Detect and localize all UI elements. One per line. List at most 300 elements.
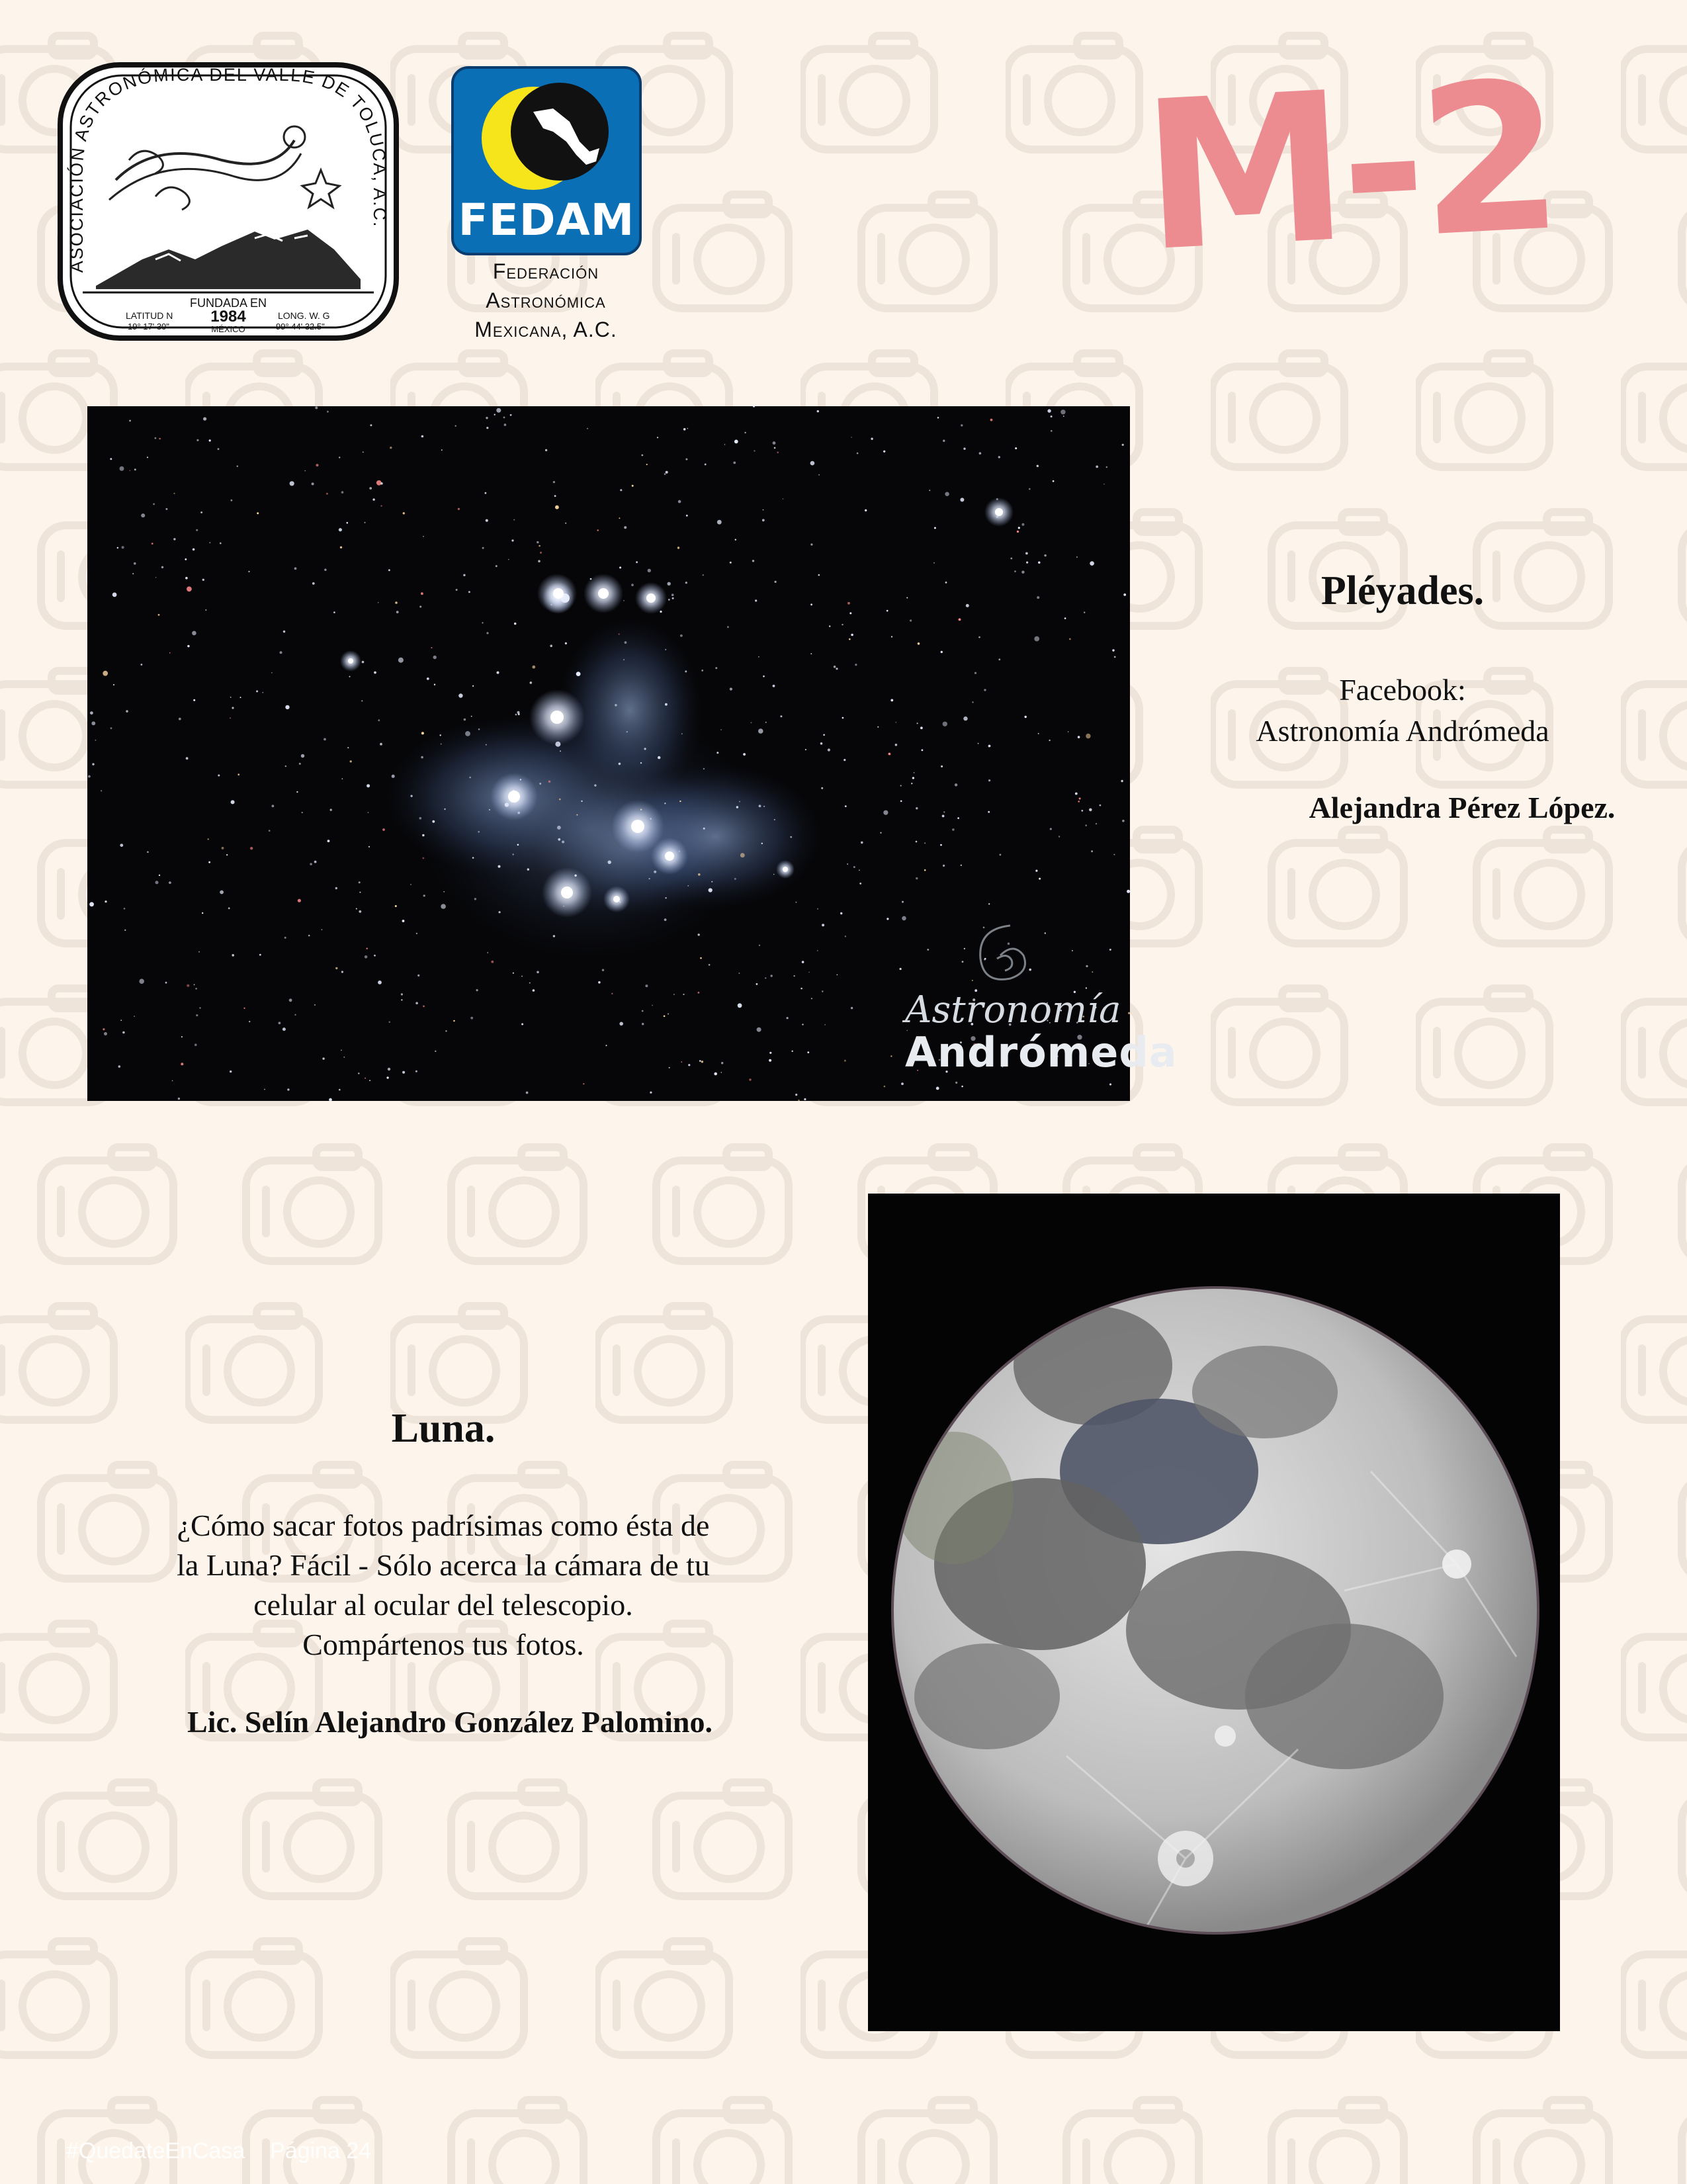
luna-body-line: ¿Cómo sacar fotos padrísimas como ésta de — [177, 1508, 710, 1542]
background-star — [805, 749, 806, 750]
background-star — [1029, 969, 1031, 971]
background-star — [202, 912, 203, 914]
background-star — [378, 981, 382, 984]
background-star — [362, 661, 365, 664]
background-star — [774, 447, 776, 449]
background-star — [1109, 949, 1111, 951]
background-star — [829, 625, 830, 627]
background-star — [955, 783, 957, 786]
background-star — [431, 647, 432, 648]
background-star — [795, 1094, 797, 1096]
background-star — [124, 930, 126, 931]
background-star — [775, 581, 777, 583]
background-star — [700, 957, 702, 959]
background-star — [250, 847, 253, 850]
background-star — [498, 865, 501, 868]
background-star — [1122, 820, 1125, 822]
background-star — [382, 828, 385, 831]
background-star — [159, 438, 161, 440]
background-star — [715, 667, 717, 669]
background-star — [110, 458, 112, 460]
background-star — [122, 1031, 125, 1034]
background-star — [751, 722, 752, 723]
background-star — [735, 539, 736, 541]
background-star — [783, 498, 784, 500]
background-star — [396, 611, 399, 613]
background-star — [91, 721, 95, 725]
background-star — [153, 503, 155, 505]
background-star — [565, 642, 567, 644]
background-star — [341, 491, 344, 494]
background-star — [388, 1068, 390, 1070]
seal-long-label: LONG. W. G — [278, 310, 330, 321]
background-star — [141, 513, 145, 517]
background-star — [824, 1024, 826, 1026]
background-star — [416, 933, 417, 934]
watermark-line1: Astronomía — [905, 988, 1121, 1031]
background-star — [243, 1008, 245, 1009]
background-star — [851, 437, 852, 438]
background-star — [619, 566, 621, 568]
background-star — [89, 902, 94, 906]
seal-arc-text: ASOCIACIÓN ASTRONÓMICA DEL VALLE DE TOLUCA, A.C. — [66, 64, 390, 273]
background-star — [314, 1004, 316, 1006]
background-star — [688, 1064, 690, 1066]
background-star — [155, 437, 157, 439]
background-star — [649, 878, 650, 879]
background-star — [1010, 558, 1012, 560]
background-star — [159, 875, 160, 876]
background-star — [515, 714, 517, 716]
background-star — [218, 775, 220, 777]
pleyades-title: Pléyades. — [1320, 568, 1485, 613]
background-star — [988, 779, 990, 781]
background-star — [395, 905, 397, 907]
background-star — [883, 810, 888, 815]
background-star — [186, 757, 189, 760]
background-star — [773, 874, 775, 875]
background-star — [665, 649, 666, 650]
background-star — [341, 971, 343, 973]
background-star — [817, 950, 818, 951]
background-star — [716, 752, 718, 754]
background-star — [1072, 950, 1073, 951]
luna-body-line: Compártenos tus fotos. — [302, 1628, 584, 1661]
background-star — [553, 481, 555, 483]
fedam-wordmark: FEDAM — [458, 195, 635, 245]
background-star — [941, 651, 943, 653]
background-star — [817, 908, 818, 910]
background-star — [703, 574, 704, 576]
background-star — [1078, 736, 1080, 738]
background-star — [496, 565, 497, 567]
background-star — [248, 571, 249, 572]
background-star — [597, 529, 599, 531]
seal-lat-label: LATITUD N — [126, 310, 173, 321]
fedam-badge — [451, 66, 642, 255]
background-star — [1063, 415, 1064, 417]
background-star — [1090, 561, 1094, 566]
background-star — [859, 869, 860, 871]
background-star — [583, 1083, 584, 1084]
background-star — [757, 1027, 761, 1032]
background-star — [1112, 649, 1114, 651]
background-star — [402, 920, 405, 922]
background-star — [434, 684, 435, 685]
background-star — [984, 958, 986, 960]
background-star — [845, 936, 846, 937]
background-star — [435, 1051, 436, 1052]
background-star — [113, 684, 114, 685]
background-star — [891, 636, 892, 637]
background-star — [499, 911, 501, 913]
background-star — [367, 784, 370, 787]
background-star — [988, 811, 990, 813]
background-star — [654, 871, 656, 873]
background-star — [494, 414, 496, 415]
background-star — [937, 417, 939, 419]
background-star — [545, 449, 547, 451]
background-star — [526, 1092, 529, 1094]
background-star — [836, 668, 838, 670]
background-star — [440, 734, 441, 736]
background-star — [625, 641, 627, 644]
background-star — [769, 1052, 771, 1054]
background-star — [532, 666, 535, 669]
background-star — [347, 522, 349, 524]
background-star — [900, 968, 902, 970]
background-star — [312, 582, 315, 585]
background-star — [576, 672, 581, 676]
background-star — [823, 734, 825, 736]
background-star — [199, 1007, 200, 1008]
background-star — [423, 895, 425, 896]
background-star — [262, 692, 263, 693]
background-star — [226, 854, 228, 855]
background-star — [1128, 1012, 1130, 1014]
background-star — [890, 1055, 892, 1057]
background-star — [172, 1080, 173, 1082]
facebook-page-name: Astronomía Andrómeda — [1256, 714, 1549, 748]
background-star — [339, 528, 342, 531]
background-star — [222, 847, 224, 850]
background-star — [284, 937, 286, 939]
background-star — [624, 526, 627, 529]
pleiades-photo — [87, 406, 1178, 1101]
background-star — [308, 935, 310, 937]
background-star — [916, 841, 918, 843]
background-star — [1029, 488, 1031, 490]
background-star — [259, 954, 261, 956]
background-star — [721, 1062, 723, 1064]
background-star — [845, 805, 847, 807]
background-star — [1085, 824, 1087, 826]
background-star — [155, 577, 157, 578]
background-star — [470, 1017, 473, 1020]
background-star — [421, 592, 423, 595]
background-star — [1015, 447, 1017, 449]
background-star — [608, 861, 611, 864]
background-star — [910, 619, 912, 621]
background-star — [555, 505, 559, 509]
background-star — [998, 658, 1000, 660]
background-star — [358, 1072, 359, 1074]
background-star — [1000, 854, 1002, 856]
seal-lat-value: 19° 17' 30" — [128, 322, 169, 331]
background-star — [802, 1024, 803, 1025]
background-star — [539, 783, 541, 785]
background-star — [1053, 480, 1055, 482]
background-star — [699, 1060, 701, 1062]
background-star — [335, 887, 337, 889]
background-star — [158, 614, 160, 616]
background-star — [1059, 836, 1060, 837]
background-star — [455, 425, 456, 427]
background-star — [511, 539, 513, 541]
background-star — [619, 517, 620, 519]
background-star — [587, 428, 588, 429]
background-star — [240, 697, 241, 698]
background-star — [365, 955, 368, 959]
background-star — [763, 509, 764, 511]
background-star — [389, 1022, 390, 1023]
background-star — [110, 727, 112, 729]
background-star — [423, 1006, 425, 1008]
background-star — [756, 983, 758, 985]
background-star — [294, 567, 297, 570]
facebook-label: Facebook: — [1339, 673, 1466, 707]
background-star — [195, 988, 197, 990]
background-star — [834, 666, 836, 668]
background-star — [120, 1020, 122, 1021]
background-star — [896, 722, 897, 723]
background-star — [929, 490, 930, 491]
background-star — [205, 609, 206, 611]
background-star — [557, 826, 561, 830]
fedam-caption-line: Astronómica — [486, 288, 606, 312]
background-star — [208, 861, 210, 863]
background-star — [681, 1061, 683, 1063]
background-star — [664, 803, 666, 804]
background-star — [943, 722, 947, 726]
background-star — [705, 464, 707, 466]
background-star — [350, 760, 352, 762]
background-star — [857, 453, 859, 455]
background-star — [287, 1088, 289, 1090]
background-star — [611, 993, 613, 994]
background-star — [665, 897, 666, 898]
luna-body-line: la Luna? Fácil - Sólo acerca la cámara de tu — [177, 1548, 710, 1582]
background-star — [1127, 890, 1130, 893]
background-star — [103, 671, 108, 676]
background-star — [283, 631, 285, 633]
background-star — [339, 1089, 341, 1091]
background-star — [517, 711, 520, 714]
background-star — [540, 552, 542, 554]
background-star — [709, 888, 713, 892]
background-star — [906, 597, 908, 599]
background-star — [335, 967, 337, 969]
background-star — [134, 1016, 135, 1017]
background-star — [427, 677, 429, 680]
background-star — [533, 989, 535, 992]
background-star — [456, 589, 458, 591]
background-star — [698, 992, 700, 994]
background-star — [606, 1045, 607, 1046]
background-star — [1096, 823, 1097, 824]
background-star — [195, 1043, 197, 1046]
background-star — [657, 437, 658, 438]
background-star — [619, 1022, 623, 1026]
background-star — [486, 632, 488, 634]
background-star — [792, 1051, 793, 1052]
background-star — [749, 1078, 751, 1080]
background-star — [961, 1086, 963, 1088]
background-star — [818, 574, 820, 576]
background-star — [433, 656, 437, 659]
background-star — [902, 916, 906, 921]
background-star — [486, 417, 488, 419]
background-star — [851, 1007, 853, 1009]
background-star — [1045, 932, 1046, 934]
background-star — [687, 428, 689, 429]
background-star — [187, 586, 192, 591]
background-star — [902, 901, 904, 903]
background-star — [652, 1005, 653, 1006]
background-star — [432, 820, 435, 823]
background-star — [945, 582, 947, 584]
background-star — [698, 934, 700, 936]
background-star — [139, 979, 144, 984]
background-star — [810, 461, 815, 466]
background-star — [469, 777, 471, 779]
background-star — [496, 408, 501, 413]
background-star — [380, 482, 383, 485]
background-star — [1038, 562, 1040, 564]
background-star — [680, 634, 683, 637]
background-star — [787, 1017, 789, 1019]
background-star — [218, 448, 220, 450]
background-star — [388, 569, 390, 571]
background-star — [289, 998, 292, 1002]
background-star — [1044, 554, 1046, 556]
background-star — [486, 744, 487, 746]
background-star — [677, 546, 679, 548]
background-star — [665, 703, 668, 706]
background-star — [1026, 562, 1028, 564]
background-star — [765, 722, 767, 723]
background-star — [290, 481, 294, 486]
background-star — [141, 664, 143, 666]
background-star — [95, 740, 97, 741]
background-star — [228, 907, 230, 909]
background-star — [1039, 878, 1041, 880]
background-star — [773, 441, 776, 445]
background-star — [1047, 409, 1051, 412]
background-star — [312, 482, 314, 485]
background-star — [187, 984, 189, 987]
background-star — [861, 842, 863, 844]
background-star — [998, 456, 1000, 458]
background-star — [900, 785, 902, 786]
background-star — [272, 805, 275, 807]
background-star — [810, 603, 812, 605]
background-star — [341, 1050, 342, 1051]
background-star — [957, 817, 959, 819]
background-star — [315, 406, 318, 409]
background-star — [1106, 466, 1107, 468]
background-star — [709, 964, 711, 966]
background-star — [740, 853, 745, 857]
background-star — [720, 729, 722, 730]
background-star — [299, 763, 301, 765]
background-star — [187, 645, 189, 647]
background-star — [859, 883, 861, 885]
background-star — [961, 424, 963, 426]
background-star — [132, 573, 134, 574]
background-star — [1060, 410, 1065, 414]
background-star — [126, 710, 128, 713]
background-star — [666, 471, 668, 474]
background-star — [510, 414, 512, 416]
background-star — [658, 756, 660, 759]
background-star — [1037, 596, 1039, 599]
seal-country: MÉXICO — [211, 324, 245, 334]
background-star — [155, 881, 159, 884]
background-star — [359, 892, 361, 893]
background-star — [1078, 801, 1080, 803]
background-star — [485, 492, 487, 494]
background-star — [165, 508, 167, 510]
background-star — [558, 838, 560, 841]
background-star — [752, 560, 754, 562]
background-star — [530, 681, 533, 684]
background-star — [296, 791, 298, 793]
background-star — [421, 435, 424, 438]
background-star — [1084, 612, 1085, 613]
background-star — [730, 687, 732, 690]
background-star — [887, 610, 888, 612]
background-star — [738, 1003, 742, 1008]
background-star — [326, 493, 328, 495]
background-star — [196, 439, 198, 441]
background-star — [101, 790, 102, 791]
background-star — [664, 473, 666, 475]
background-star — [701, 1061, 703, 1063]
background-star — [984, 689, 986, 691]
background-star — [1051, 415, 1053, 417]
background-star — [916, 807, 918, 809]
background-star — [685, 670, 687, 672]
background-star — [196, 1014, 198, 1016]
background-star — [198, 951, 200, 953]
background-star — [1068, 731, 1069, 732]
background-star — [817, 410, 819, 412]
background-star — [193, 548, 195, 550]
background-star — [1079, 798, 1081, 800]
background-star — [486, 427, 488, 429]
background-star — [701, 670, 703, 672]
background-star — [208, 838, 209, 840]
background-star — [117, 547, 118, 548]
background-star — [421, 732, 424, 734]
background-star — [1049, 740, 1050, 741]
background-star — [415, 1070, 417, 1072]
background-star — [974, 672, 976, 674]
background-star — [763, 676, 765, 677]
background-star — [924, 842, 926, 844]
background-star — [415, 1002, 418, 1004]
